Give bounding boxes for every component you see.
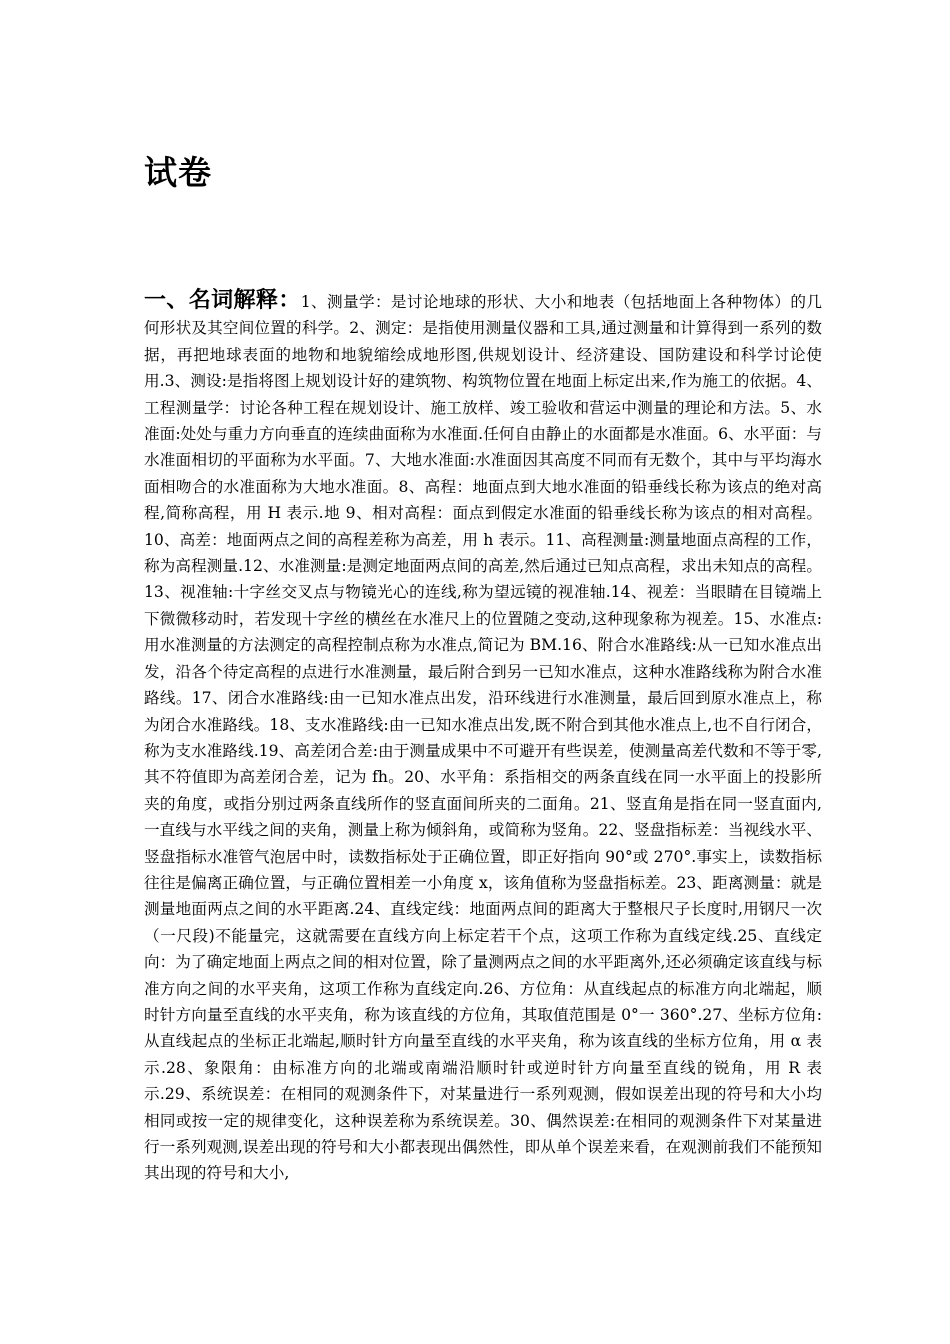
section-body-text: 1、测量学：是讨论地球的形状、大小和地表（包括地面上各种物体）的几何形状及其空间位置的科学。2、测定：是指使用测量仪器和工具,通过测量和计算得到一系列的数据，再把地球表面的地物和地貌缩绘成地形图,供规划设计、经济建设、国防建设和科学讨论使用.3、测设:是指将图上规划设计好的建筑物、构筑物位置在地面上标定出来,作为施工的依据。4、工程测量学：讨论各种工程在规划设计、施工放样、竣工验收和营运中测量的理论和方法。5、水准面:处处与重力方向垂直的连续曲面称为水准面.任何自由静止的水面都是水准面。6、水平面：与水准面相切的平面称为水平面。7、大地水准面:水准面因其高度不同而有无数个，其中与平均海水面相吻合的水准面称为大地水准面。8、高程：地面点到大地水准面的铅垂线长称为该点的绝对高程,简称高程，用 H 表示.地 9、相对高程：面点到假定水准面的铅垂线长称为该点的相对高程。10、高差：地面两点之间的高程差称为高差，用 h 表示。11、高程测量:测量地面点高程的工作，称为高程测量.12、水准测量:是测定地面两点间的高差,然后通过已知点高程，求出未知点的高程。13、视准轴:十字丝交叉点与物镜光心的连线,称为望远镜的视准轴.14、视差：当眼睛在目镜端上下微微移动时，若发现十字丝的横丝在水准尺上的位置随之变动,这种现象称为视差。15、水准点:用水准测量的方法测定的高程控制点称为水准点,简记为 BM.16、附合水准路线:从一已知水准点出发，沿各个待定高程的点进行水准测量，最后附合到另一已知水准点，这种水准路线称为附合水准路线。17、闭合水准路线:由一已知水准点出发，沿环线进行水准测量，最后回到原水准点上，称为闭合水准路线。18、支水准路线:由一已知水准点出发,既不附合到其他水准点上,也不自行闭合，称为支水准路线.19、高差闭合差:由于测量成果中不可避开有些误差，使测量高差代数和不等于零,其不符值即为高差闭合差，记为 fh。20、水平角：系指相交的两条直线在同一水平面上的投影所夹的角度，或指分别过两条直线所作的竖直面间所夹的二面角。21、竖直角是指在同一竖直面内,一直线与水平线之间的夹角，测量上称为倾斜角，或简称为竖角。22、竖盘指标差：当视线水平、竖盘指标水准管气泡居中时，读数指标处于正确位置，即正好指向 90°或 270°.事实上，读数指标往往是偏离正确位置，与正确位置相差一小角度 x，该角值称为竖盘指标差。23、距离测量：就是测量地面两点之间的水平距离.24、直线定线：地面两点间的距离大于整根尺子长度时,用钢尺一次（一尺段)不能量完，这就需要在直线方向上标定若干个点，这项工作称为直线定线.25、直线定向：为了确定地面上两点之间的相对位置，除了量测两点之间的水平距离外,还必须确定该直线与标准方向之间的水平夹角，这项工作称为直线定向.26、方位角：从直线起点的标准方向北端起，顺时针方向量至直线的水平夹角，称为该直线的方位角，其取值范围是 0°一 360°.27、坐标方位角:从直线起点的坐标正北端起,顺时针方向量至直线的水平夹角，称为该直线的坐标方位角，用 α 表示.28、象限角：由标准方向的北端或南端沿顺时针或逆时针方向量至直线的锐角，用 R 表示.29、系统误差：在相同的观测条件下，对某量进行一系列观测，假如误差出现的符号和大小均相同或按一定的规律变化，这种误差称为系统误差。30、偶然误差:在相同的观测条件下对某量进行一系列观测,误差出现的符号和大小都表现出偶然性，即从单个误差来看，在观测前我们不能预知其出现的符号和大小, xyxy=(144,293,822,1183)
section-definitions xyxy=(144,288,822,1187)
document-title: 试卷 xyxy=(144,153,212,192)
section-heading: 一、名词解释： xyxy=(144,288,301,313)
